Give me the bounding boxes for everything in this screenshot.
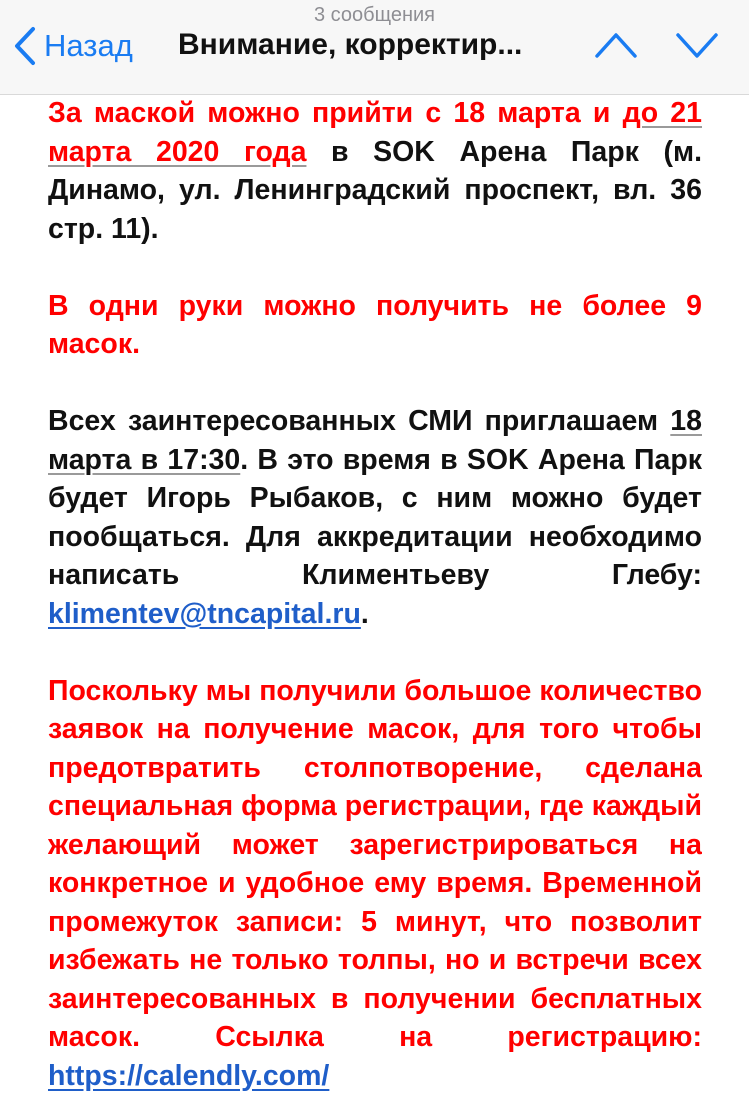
email-link[interactable]: klimentev@tncapital.ru: [48, 597, 361, 630]
dates-text: За маской можно прийти с 18 марта и: [48, 97, 623, 129]
paragraph-limit: В одни руки можно получить не более 9 масок.: [48, 289, 702, 360]
chevron-up-icon: [594, 30, 638, 60]
back-button[interactable]: [14, 24, 133, 68]
navigation-bar: [0, 0, 749, 95]
media-text-after: . В это время в SOK Арена Парк будет Игорь Рыбаков, с ним можно будет пообщаться. Для аккредитации необходимо написать Климентьеву Глебу:: [48, 443, 702, 591]
chevron-down-icon: [675, 30, 719, 60]
dates-underlined: до 21 марта 2020 года: [48, 97, 702, 168]
email-subject-title: Внимание, корректир...: [178, 28, 523, 61]
media-text-before: Всех заинтересованных СМИ приглашаем: [48, 405, 671, 437]
media-text-end: .: [360, 597, 369, 630]
media-date-time: 18 марта в 17:30: [48, 405, 702, 476]
email-body: [48, 94, 702, 1102]
paragraph-registration: [48, 672, 702, 1096]
back-label: Назад: [44, 28, 133, 63]
registration-text: Поскольку мы получили большое количество заявок на получение масок, для того чтобы предотвратить столпотворение, сделана специальная форма регистрации, где каждый желающий может зарегистрироваться на конкретное и удобное ему время. Временной промежуток записи: 5 минут, что позволит избежать не только толпы, но и встречи всех заинтересованных в получении бесплатных масок. Ссылка на регистрацию:: [48, 674, 702, 1053]
paragraph-dates: [48, 94, 702, 248]
previous-message-button[interactable]: [594, 30, 638, 65]
registration-link[interactable]: https://calendly.com/: [48, 1059, 330, 1092]
location-text: в SOK Арена Парк (м. Динамо, ул. Ленинградский проспект, вл. 36 стр. 11).: [48, 135, 702, 245]
chevron-left-icon: [14, 26, 36, 66]
message-count: 3 сообщения: [313, 4, 435, 26]
paragraph-media: [48, 402, 702, 633]
bottom-edge: [0, 1102, 749, 1114]
next-message-button[interactable]: [675, 30, 719, 65]
